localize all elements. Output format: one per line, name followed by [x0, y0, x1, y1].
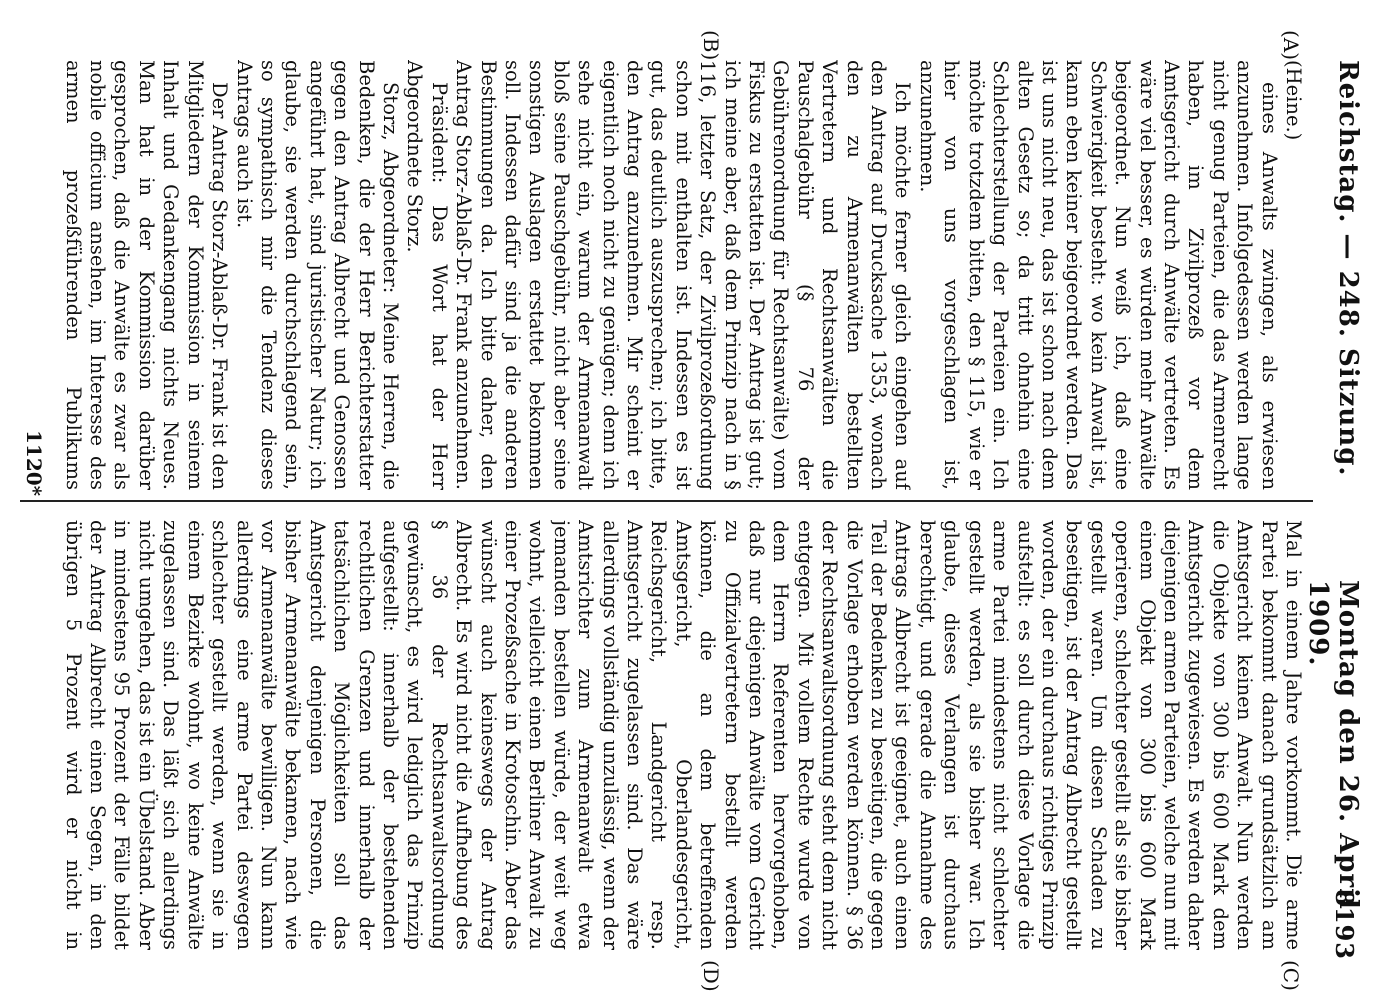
right-column: [60, 520, 1305, 950]
paragraph: Storz, Abgeordneter: Meine Herren, die Bedenken, die der Herr Berichterstatter gegen den Antrag Albrecht und Genossen angeführt hat, sind juristischer Natur; ich glaube, sie werden durchschlagend sein, so sympathisch mir die Tendenz dieses Antrags auch ist.: [232, 60, 402, 490]
paragraph: Mal in einem Jahre vorkommt. Die arme Partei bekommt danach grundsätzlich am Amtsgericht keinen Anwalt. Nun werden die Objekte von 300 bis 600 Mark dem Amtsgericht zugewiesen. Es werden daher diejenigen armen Parteien, welche nun mit einem Objekt von 300 bis 600 Mark operieren, schlechter gestellt als sie bisher gestellt waren. Um diesen Schaden zu beseitigen, ist der Antrag Albrecht gestellt worden, der ein durchaus richtiges Prinzip aufstellt: es soll durch diese Vorlage die arme Partei mindestens nicht schlechter gestellt werden, als sie bisher war. Ich glaube, dieses Verlangen ist durchaus berechtigt, und gerade die Annahme des Antrags Albrecht ist geeignet, auch einen Teil der Bedenken zu beseitigen, die gegen die Vorlage erhoben werden können. § 36 der Rechtsanwaltsordnung steht dem nicht entgegen. Mit vollem Rechte wurde von dem Herrn Referenten hervorgehoben, daß nur diejenigen Anwälte vom Gericht zu Offizialvertretern bestellt werden können, die an dem betreffenden Amtsgericht, Oberlandesgericht, Reichsgericht, Landgericht resp. Amtsgericht zugelassen sind. Das wäre allerdings vollständig unzulässig, wenn der Amtsrichter zum Armenanwalt etwa jemanden bestellen würde, der weit weg wohnt, vielleicht einen Berliner Anwalt zu einer Prozeßsache in Krotoschin. Aber das wünscht auch keineswegs der Antrag Albrecht. Es wird nicht die Aufhebung des § 36 der Rechtsanwaltsordnung gewünscht, es wird lediglich das Prinzip aufgestellt: innerhalb der bestehenden rechtlichen Grenzen und innerhalb der tatsächlichen Möglichkeiten soll das Amtsgericht denjenigen Personen, die bisher Armenanwälte bekamen, nach wie vor Armenanwälte bewilligen. Nun kann allerdings eine arme Partei deswegen schlechter gestellt werden, wenn sie in einem Bezirke wohnt, wo keine Anwälte zugelassen sind. Das läßt sich allerdings nicht umgehen, das ist ein Übelstand. Aber in mindestens 95 Prozent der Fälle bildet der Antrag Albrecht einen Segen, in den übrigen 5 Prozent wird er nicht in: [61, 520, 1305, 950]
paragraph: (Heine.): [1282, 60, 1305, 141]
paragraph: Ich möchte ferner gleich eingehen auf den Antrag auf Drucksache 1353, wonach den zu Armenanwälten bestellten Vertretern und Rechtsanwälten die Pauschalgebühr (§ 76 der Gebührenordnung für Rechtsanwälte) vom Fiskus zu erstatten ist. Der Antrag ist gut; ich meine aber, daß dem Prinzip nach in § 116, letzter Satz, der Zivilprozeßordnung schon mit enthalten ist. Indessen es ist gut, das deutlich auszusprechen; ich bitte, den Antrag anzunehmen. Mir scheint er eigentlich noch nicht zu genügen; denn ich sehe nicht ein, warum der Armenanwalt bloß seine Pauschgebühr, nicht aber seine sonstigen Auslagen erstattet bekommen soll. Indessen dafür sind ja die anderen Bestimmungen da. Ich bitte daher, den Antrag Storz-Ablaß-Dr. Frank anzunehmen.: [452, 60, 915, 490]
column-divider: [20, 500, 1313, 502]
paragraph: Der Antrag Storz-Ablaß-Dr. Frank ist den Mitgliedern der Kommission in seinem Inhalt und Gedankengang nichts Neues. Man hat in der Kommission darüber gesprochen, daß die Anwälte es zwar als nobile officium ansehen, im Interesse des armen prozeßführenden Publikums: [61, 60, 232, 490]
marker-b: (B): [699, 30, 723, 61]
sheet-signature: 1120*: [22, 430, 46, 497]
page-header: [1303, 60, 1363, 960]
header-right-title: Montag den 26. April 1909.: [1303, 580, 1363, 910]
header-left-title: Reichstag. — 248. Sitzung.: [1333, 60, 1363, 477]
marker-d: (D): [699, 960, 723, 992]
page-number: 8193: [1330, 889, 1359, 960]
left-column: [60, 60, 1305, 490]
marker-a: (A): [1279, 30, 1303, 61]
paragraph: eines Anwalts zwingen, als erwiesen anzunehmen. Infolgedessen werden lange nicht genug Parteien, die das Armenrecht haben, im Zivilprozeß vor dem Amtsgericht durch Anwälte vertreten. Es wäre viel besser, es würden mehr Anwälte beigeordnet. Nun weiß ich, daß eine Schwierigkeit besteht: wo kein Anwalt ist, kann eben keiner beigeordnet werden. Das ist uns nicht neu, das ist schon nach dem alten Gesetz so; da tritt ohnehin eine Schlechterstellung der Parteien ein. Ich möchte trotzdem bitten, den § 115, wie er hier von uns vorgeschlagen ist, anzunehmen.: [915, 60, 1281, 490]
paragraph: Präsident: Das Wort hat der Herr Abgeordnete Storz.: [403, 60, 451, 490]
marker-c: (C): [1279, 960, 1303, 991]
